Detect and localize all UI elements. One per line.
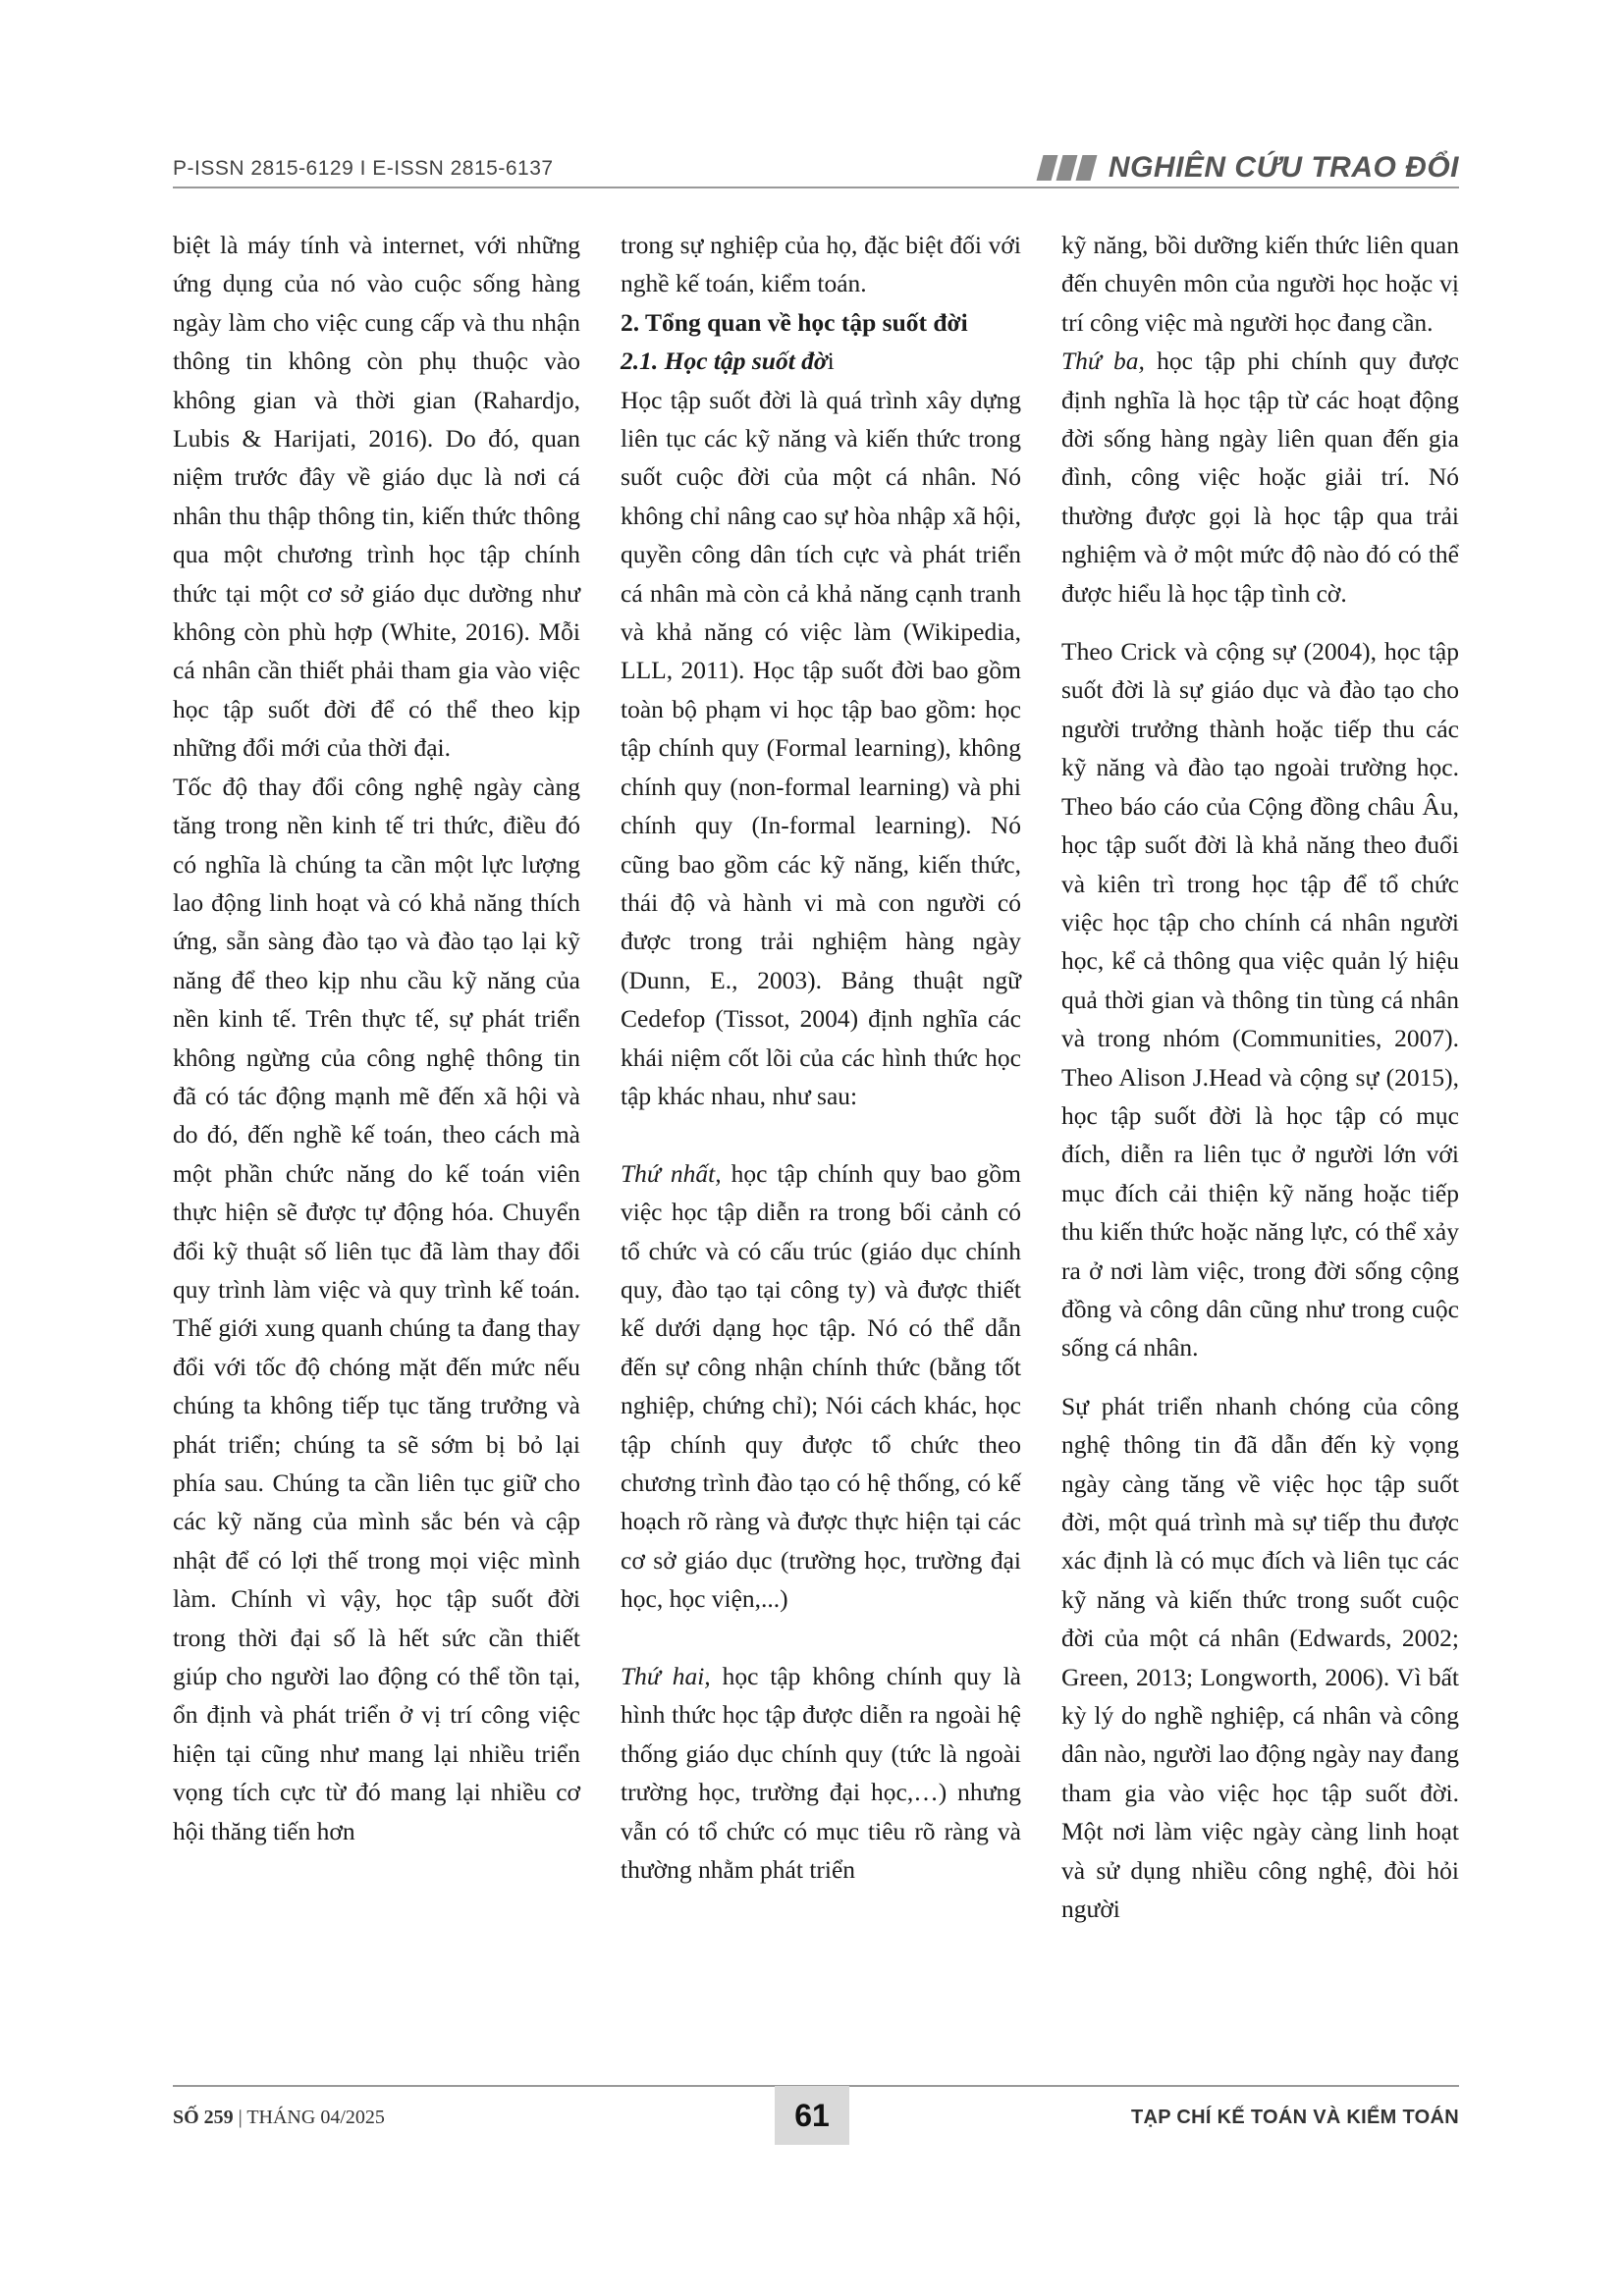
paragraph-lead: Thứ ba, bbox=[1061, 347, 1145, 376]
paragraph: Thứ ba, học tập phi chính quy được định nghĩa là học tập từ các hoạt động đời sống hàng ngày liên quan đến gia đình, công việc hoặc giải trí. Nó thường được gọi là học tập qua trải nghiệm và ở một mức độ nào đó có thể được hiểu là học tập tình cờ. bbox=[1061, 347, 1459, 608]
issue-info bbox=[173, 2107, 385, 2129]
paragraph: Theo Crick và cộng sự (2004), học tập suốt đời là sự giáo dục và đào tạo cho người trưởng thành hoặc tiếp thu các kỹ năng và đào tạo ngoài trường học. Theo báo cáo của Cộng đồng châu Âu, học tập suốt đời là khả năng theo đuổi và kiên trì trong học tập để tổ chức việc học tập cho chính cá nhân người học, kể cả thông qua việc quản lý hiệu quả thời gian và thông tin tùng cá nhân và trong nhóm (Communities, 2007). Theo Alison J.Head và cộng sự (2015), học tập suốt đời là học tập có mục đích, diễn ra liên tục ở người lớn với mục đích cải thiện kỹ năng hoặc tiếp thu kiến thức hoặc năng lực, có thể xảy ra ở nơi làm việc, trong đời sống cộng đồng và công dân cũng như trong cuộc sống cá nhân. bbox=[1061, 637, 1459, 1362]
paragraph-lead: Thứ hai, bbox=[621, 1662, 711, 1690]
paragraph: Sự phát triển nhanh chóng của công nghệ thông tin đã dẫn đến kỳ vọng ngày càng tăng về việc học tập suốt đời, một quá trình mà sự tiếp thu được xác định là có mục đích và liên tục các kỹ năng và kiến thức trong suốt cuộc đời của một cá nhân (Edwards, 2002; Green, 2013; Longworth, 2006). Vì bất kỳ lý do nghề nghiệp, cá nhân và công dân nào, người lao động ngày nay đang tham gia vào việc học tập suốt đời. Một nơi làm việc ngày càng linh hoạt và sử dụng nhiều công nghệ, đòi hỏi người bbox=[1061, 1391, 1459, 1924]
paragraph: Thứ nhất, học tập chính quy bao gồm việc học tập diễn ra trong bối cảnh có tổ chức và có cấu trúc (giáo dục chính quy, đào tạo tại công ty) và được thiết kế dưới dạng học tập. Nó có thể dẫn đến sự công nhận chính thức (bằng tốt nghiệp, chứng chỉ); Nói cách khác, học tập chính quy được tổ chức theo chương trình đào tạo có hệ thống, có kế hoạch rõ ràng và được thực hiện tại các cơ sở giáo dục (trường học, trường đại học, học viện,...) bbox=[621, 1158, 1021, 1614]
paragraph: biệt là máy tính và internet, với những ứng dụng của nó vào cuộc sống hàng ngày làm cho việc cung cấp và thu nhận thông tin không còn phụ thuộc vào không gian và thời gian (Rahardjo, Lubis & Harijati, 2016). Do đó, quan niệm trước đây về giáo dục là nơi cá nhân thu thập thông tin, kiến thức thông qua một chương trình học tập chính thức tại một cơ sở giáo dục dường như không còn phù hợp (White, 2016). Mỗi cá nhân cần thiết phải tham gia vào việc học tập suốt đời để có thể theo kịp những đổi mới của thời đại. bbox=[173, 231, 580, 763]
page-number: 61 bbox=[775, 2086, 849, 2145]
section-heading: 2. Tổng quan về học tập suốt đời bbox=[621, 307, 968, 337]
text-column-3 bbox=[1061, 226, 1459, 1928]
paragraph: Học tập suốt đời là quá trình xây dựng liên tục các kỹ năng và kiến thức trong suốt cuộc đời của một cá nhân. Nó không chỉ nâng cao sự hòa nhập xã hội, quyền công dân tích cực và phát triển cá nhân mà còn cả khả năng cạnh tranh và khả năng có việc làm (Wikipedia, LLL, 2011). Học tập suốt đời bao gồm toàn bộ phạm vi học tập bao gồm: học tập chính quy (Formal learning), không chính quy (non-formal learning) và phi chính quy (In-formal learning). Nó cũng bao gồm các kỹ năng, kiến thức, thái độ và hành vi mà con người có được trong trải nghiệm hàng ngày (Dunn, E., 2003). Bảng thuật ngữ Cedefop (Tissot, 2004) định nghĩa các khái niệm cốt lõi của các hình thức học tập khác nhau, như sau: bbox=[621, 385, 1021, 1110]
section-bars-icon bbox=[1040, 155, 1099, 181]
text-column-1 bbox=[173, 226, 580, 1850]
page-header bbox=[173, 147, 1459, 187]
subsection-heading-text: 2.1. Học tập suốt đờ bbox=[621, 347, 828, 376]
issn-label: P-ISSN 2815-6129 I E-ISSN 2815-6137 bbox=[173, 157, 554, 180]
paragraph: trong sự nghiệp của họ, đặc biệt đối với nghề kế toán, kiểm toán. bbox=[621, 231, 1021, 298]
subsection-heading-tail: i bbox=[827, 347, 835, 376]
header-divider bbox=[173, 187, 1459, 188]
section-brand bbox=[1040, 151, 1459, 185]
paragraph: Thứ hai, học tập không chính quy là hình thức học tập được diễn ra ngoài hệ thống giáo dục chính quy (tức là ngoài trường học, trường đại học,…) nhưng vẫn có tổ chức có mục tiêu rõ ràng và thường nhằm phát triển bbox=[621, 1662, 1021, 1885]
section-title: NGHIÊN CỨU TRAO ĐỔI bbox=[1108, 151, 1459, 184]
paragraph: Tốc độ thay đổi công nghệ ngày càng tăng trong nền kinh tế tri thức, điều đó có nghĩa là chúng ta cần một lực lượng lao động linh hoạt và có khả năng thích ứng, sẵn sàng đào tạo và đào tạo lại kỹ năng để theo kịp nhu cầu kỹ năng của nền kinh tế. Trên thực tế, sự phát triển không ngừng của công nghệ thông tin đã có tác động mạnh mẽ đến xã hội và do đó, đến nghề kế toán, theo cách mà một phần chức năng do kế toán viên thực hiện sẽ được tự động hóa. Chuyển đổi kỹ thuật số liên tục đã làm thay đổi quy trình làm việc và quy trình kế toán. Thế giới xung quanh chúng ta đang thay đổi với tốc độ chóng mặt đến mức nếu chúng ta không tiếp tục tăng trưởng và phát triển; chúng ta sẽ sớm bị bỏ lại phía sau. Chúng ta cần liên tục giữ cho các kỹ năng của mình sắc bén và cập nhật để có lợi thế trong mọi việc mình làm. Chính vì vậy, học tập suốt đời trong thời đại số là hết sức cần thiết giúp cho người lao động có thể tồn tại, ổn định và phát triển ở vị trí công việc hiện tại cũng như mang lại nhiều triển vọng tích cực từ đó mang lại nhiều cơ hội thăng tiến hơn bbox=[173, 772, 580, 1845]
issue-month: | THÁNG 04/2025 bbox=[238, 2107, 385, 2128]
paragraph: kỹ năng, bồi dưỡng kiến thức liên quan đến chuyên môn của người học hoặc vị trí công việc mà người học đang cần. bbox=[1061, 231, 1459, 337]
paragraph-lead: Thứ nhất, bbox=[621, 1158, 722, 1188]
text-column-2 bbox=[621, 226, 1021, 1889]
issue-number: SỐ 259 bbox=[173, 2107, 234, 2128]
subsection-heading bbox=[621, 342, 1021, 380]
journal-name: TẠP CHÍ KẾ TOÁN VÀ KIỂM TOÁN bbox=[1131, 2107, 1459, 2128]
